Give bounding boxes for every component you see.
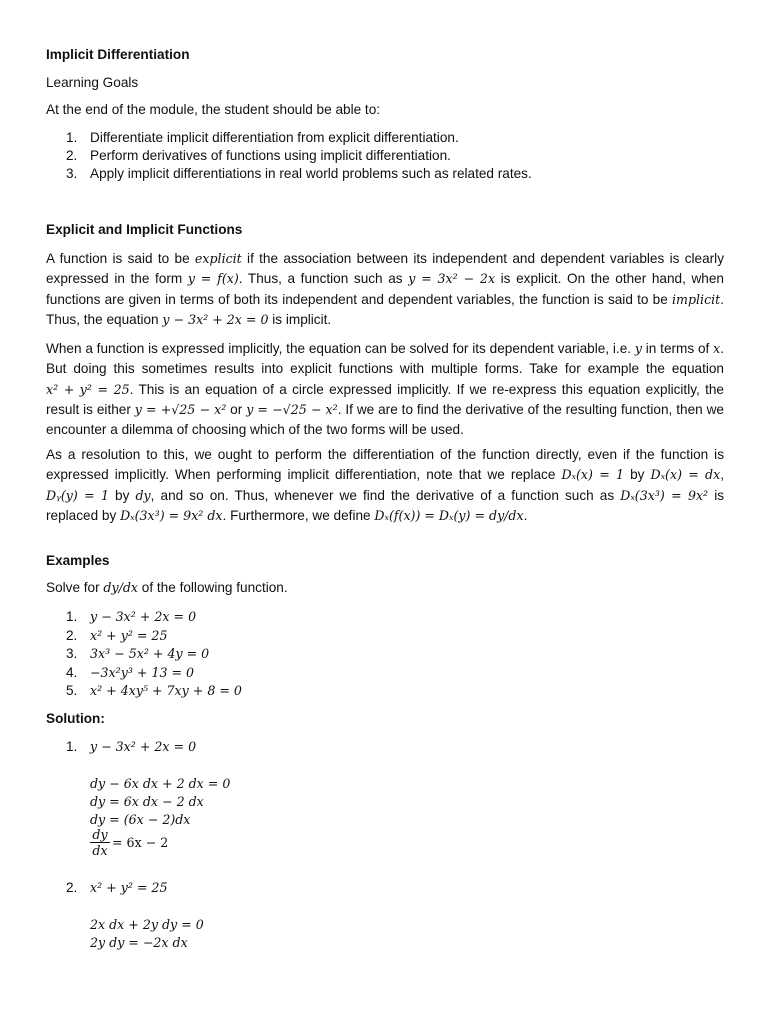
list-item: 3. Apply implicit differentiations in real world problems such as related rates.	[66, 166, 532, 181]
learning-goals-label: Learning Goals	[46, 75, 139, 90]
list-item: 1. Differentiate implicit differentiation from explicit differentiation.	[66, 130, 459, 145]
list-item: 2. Perform derivatives of functions using implicit differentiation.	[66, 148, 451, 163]
section-heading-examples: Examples	[46, 553, 110, 568]
examples-instruction: Solve for dy/dx of the following function.	[46, 580, 288, 595]
solution-step: dy = 6x dx − 2 dx	[90, 794, 204, 809]
solution-step: 2x dx + 2y dy = 0	[90, 917, 204, 932]
section-heading-explicit-implicit: Explicit and Implicit Functions	[46, 222, 243, 237]
paragraph-implicit-explanation: When a function is expressed implicitly, the equation can be solved for its dependent variable, i.e. y in terms of x. But doing this sometimes results into explicit functions with multiple forms. Take for example the equation x² + y² = 25. This is an equation of a circle expressed implicitly. If we re-express this equation explicitly, the result is either y = +√25 − x² or y = −√25 − x². If we are to find the derivative of the resulting function, then we encounter a dilemma of choosing which of the two forms will be used.	[46, 341, 724, 438]
example-item: 2. x² + y² = 25	[66, 628, 168, 643]
solution-item: 2. x² + y² = 25	[66, 880, 168, 895]
solution-fraction: dy dx = 6x − 2	[90, 827, 110, 858]
solution-step: dy = (6x − 2)dx	[90, 812, 191, 827]
solution-item: 1. y − 3x² + 2x = 0	[66, 739, 197, 754]
example-item: 5. x² + 4xy⁵ + 7xy + 8 = 0	[66, 683, 242, 698]
example-item: 4. −3x²y³ + 13 = 0	[66, 665, 195, 680]
solution-heading: Solution:	[46, 711, 105, 726]
paragraph-resolution: As a resolution to this, we ought to perform the differentiation of the function directly, even if the function is expressed implicitly. When performing implicit differentiation, note that we replace Dₓ(x) = 1 by Dₓ(x) = dx, Dᵧ(y) = 1 by dy, and so on. Thus, whenever we find the derivative of a function such as Dₓ(3x³) = 9x² is replaced by Dₓ(3x³) = 9x² dx. Furthermore, we define Dₓ(f(x)) = Dₓ(y) = dy/dx.	[46, 447, 725, 523]
solution-step: dy − 6x dx + 2 dx = 0	[90, 776, 231, 791]
page-title: Implicit Differentiation	[46, 47, 190, 62]
learning-goals-intro: At the end of the module, the student should be able to:	[46, 102, 381, 117]
solution-step: 2y dy = −2x dx	[90, 935, 188, 950]
example-item: 1. y − 3x² + 2x = 0	[66, 609, 197, 624]
example-item: 3. 3x³ − 5x² + 4y = 0	[66, 646, 210, 661]
paragraph-explicit-definition: A function is said to be explicit if the association between its independent and dependent variables is clearly expressed in the form y = f(x). Thus, a function such as y = 3x² − 2x is explicit. On the other hand, when functions are given in terms of both its independent and dependent variables, the function is said to be implicit. Thus, the equation y − 3x² + 2x = 0 is implicit.	[46, 251, 724, 327]
